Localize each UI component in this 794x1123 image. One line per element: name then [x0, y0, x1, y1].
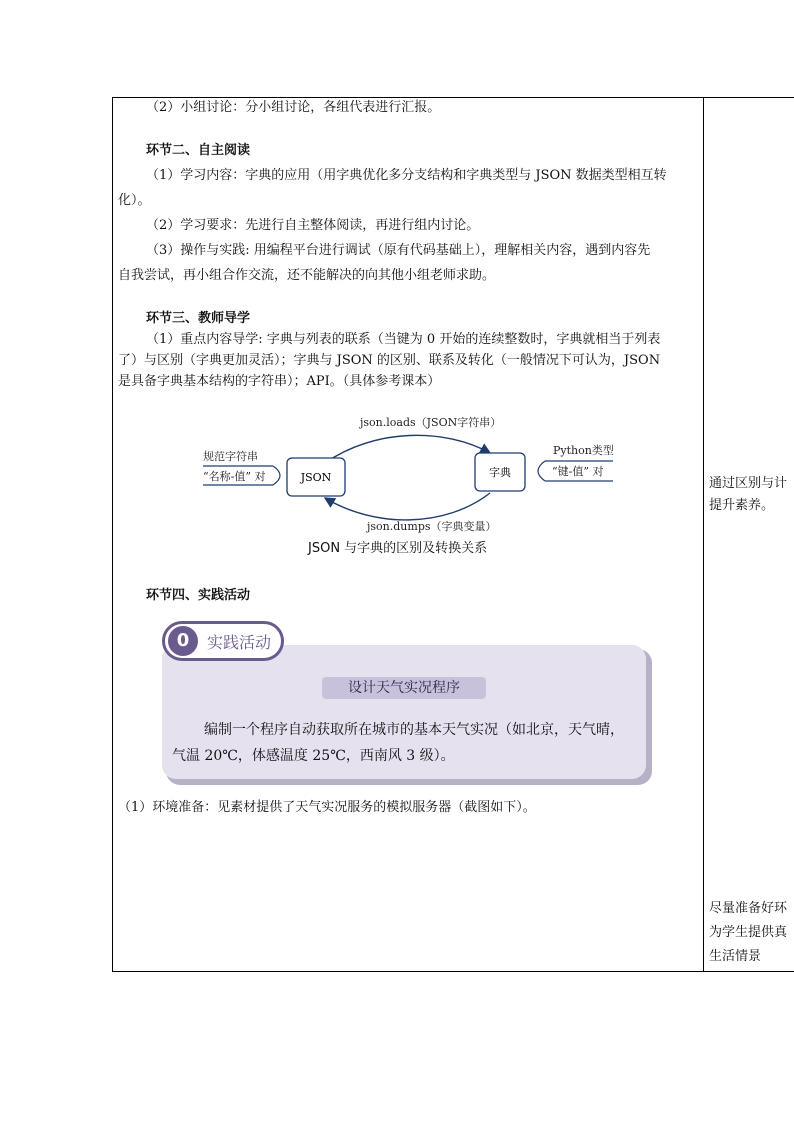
left-label: 规范字符串: [203, 450, 258, 463]
activity-card: [162, 617, 652, 785]
text-line: 化）。: [118, 193, 151, 208]
activity-badge-icon: 0: [168, 626, 198, 656]
side-note: 生活情景: [709, 949, 762, 964]
loads-arrow: [325, 435, 490, 463]
side-note: 通过区别与计: [709, 476, 788, 491]
json-box-label: JSON: [300, 471, 332, 484]
dumps-arrow: [325, 493, 490, 520]
right-label: Python类型: [553, 444, 614, 457]
text-line: （2）小组讨论：分小组讨论，各组代表进行汇报。: [146, 100, 441, 115]
text-line: 自我尝试，再小组合作交流，还不能解决的向其他小组老师求助。: [118, 268, 496, 283]
section-heading: 环节三、教师导学: [146, 311, 251, 326]
bottom-arrow-label: json.dumps（字典变量）: [367, 520, 497, 533]
side-note: 尽量准备好环: [709, 901, 788, 916]
text-line: （3）操作与实践: 用编程平台进行调试（原有代码基础上），理解相关内容，遇到内容先: [146, 243, 651, 258]
activity-tab-label: 实践活动: [207, 633, 272, 652]
text-line: （2）学习要求：先进行自主整体阅读，再进行组内讨论。: [146, 218, 480, 233]
text-line: （1）重点内容导学: 字典与列表的联系（当键为 0 开始的连续整数时，字典就相当于列表: [146, 332, 661, 347]
dict-box-label: 字典: [489, 466, 511, 479]
activity-tab: [162, 621, 284, 661]
text-line: （1）环境准备：见素材提供了天气实况服务的模拟服务器（截图如下）。: [118, 800, 536, 815]
column-divider: [703, 97, 704, 971]
left-tag: “名称-值” 对: [203, 470, 266, 483]
side-note: 为学生提供真: [709, 925, 788, 940]
top-arrow-label: json.loads（JSON字符串）: [360, 416, 502, 429]
side-note: 提升素养。: [709, 498, 775, 513]
section-heading: 环节四、实践活动: [146, 588, 251, 603]
text-line: （1）学习内容：字典的应用（用字典优化多分支结构和字典类型与 JSON 数据类型相互转: [146, 168, 667, 183]
text-line: 是具备字典基本结构的字符串）；API。（具体参考课本）: [118, 374, 441, 389]
diagram-caption: JSON 与字典的区别及转换关系: [308, 541, 488, 556]
section-heading: 环节二、自主阅读: [146, 143, 251, 158]
activity-body-line: 气温 20℃，体感温度 25℃，西南风 3 级）。: [172, 748, 455, 764]
text-line: 了）与区别（字典更加灵活）；字典与 JSON 的区别、联系及转化（一般情况下可认为，JSON: [118, 353, 661, 368]
json-dict-diagram: [195, 408, 625, 538]
activity-body-line: 编制一个程序自动获取所在城市的基本天气实况（如北京，天气晴，: [204, 722, 624, 738]
left-tag-cap: [273, 466, 280, 485]
activity-title: 设计天气实况程序: [322, 677, 486, 699]
right-tag-cap: [538, 461, 545, 481]
right-tag: “键-值” 对: [552, 465, 604, 478]
